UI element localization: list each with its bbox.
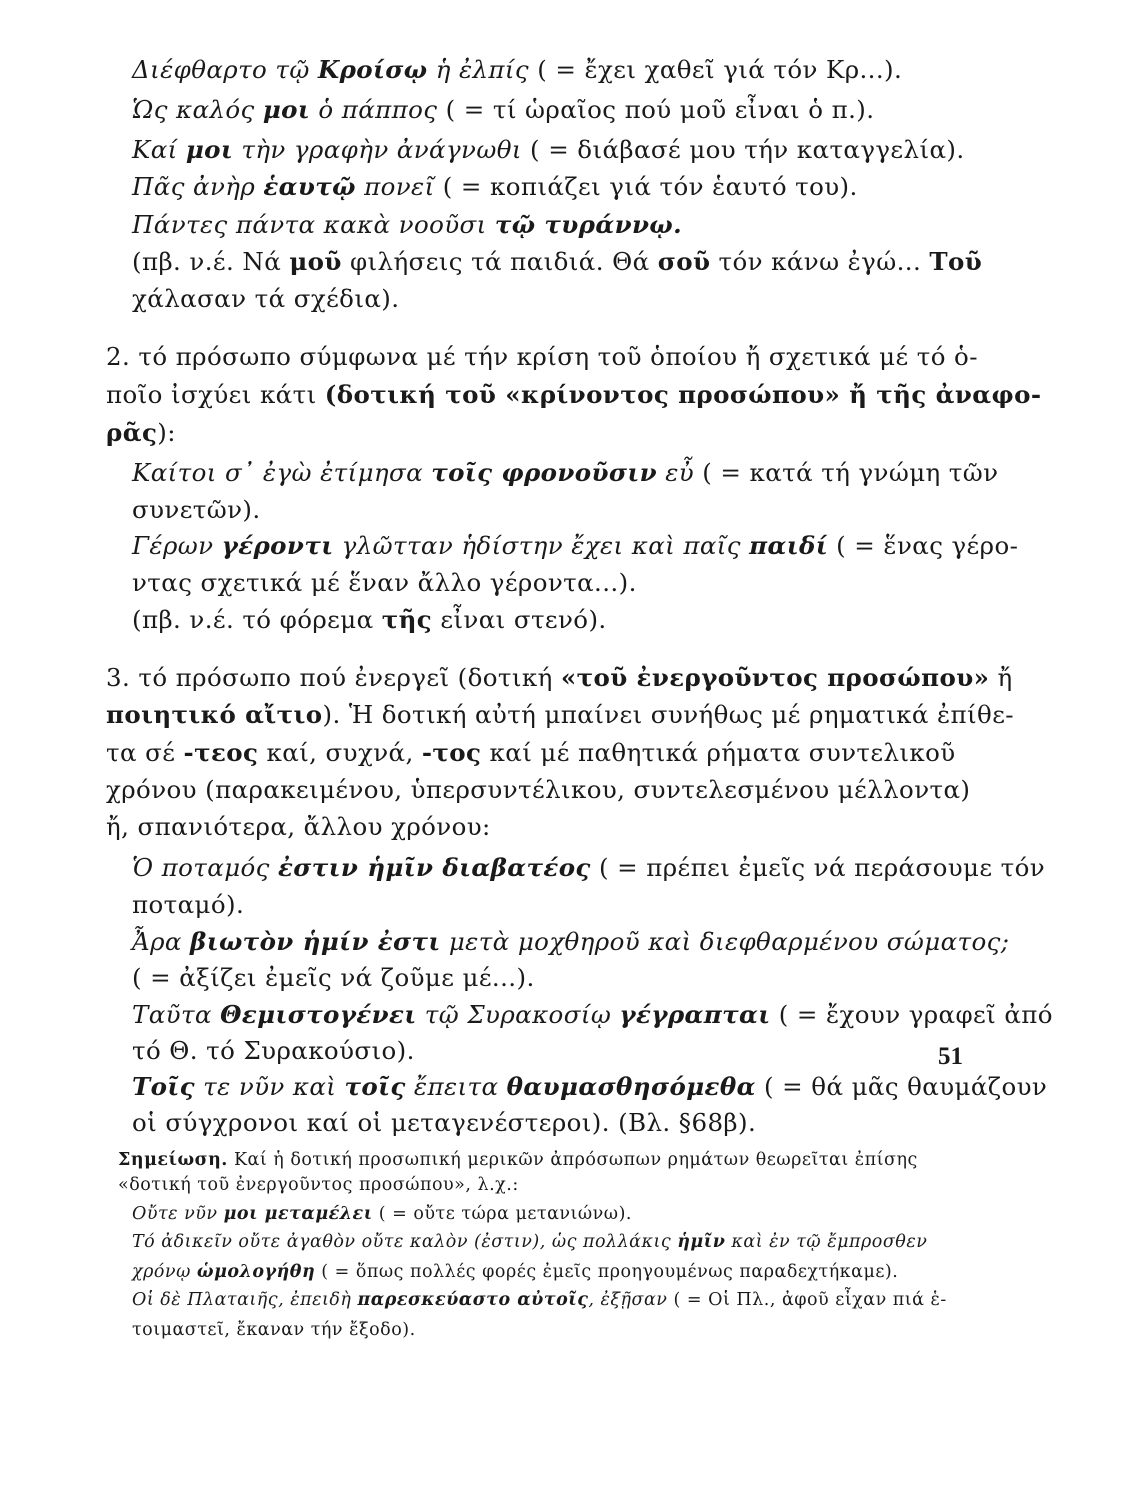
text-line: [106, 663, 1013, 692]
text-run: καί μέ παθητικά ρήματα συντελικοῦ: [481, 738, 956, 767]
text-run: (πβ. ν.έ. τό φόρεμα: [132, 605, 382, 634]
text-run: καὶ ἐν τῷ ἔμπροσθεν: [725, 1232, 928, 1252]
text-run: τό Θ. τό Συρακούσιο).: [132, 1036, 415, 1065]
text-run: τοῖς φρονοῦσιν: [431, 458, 658, 487]
text-run: ( = ὅπως πολλές φορές ἐμεῖς προηγουμένως παραδεχτήκαμε).: [315, 1262, 899, 1282]
text-line: [106, 342, 978, 371]
text-run: τῷ τυράννῳ.: [494, 210, 683, 239]
text-run: Τό ἀδικεῖν οὔτε ἀγαθὸν οὔτε καλὸν (ἐστιν), ὡς πολλάκις: [132, 1232, 678, 1252]
text-run: ἑαυτῷ: [263, 172, 356, 201]
text-run: Θεμιστογένει: [220, 1000, 417, 1029]
text-run: ὁ πάππος: [310, 95, 438, 124]
text-run: Σημείωση.: [118, 1150, 228, 1170]
text-line: [132, 1000, 1053, 1029]
text-line: [132, 247, 982, 276]
text-run: «δοτική τοῦ ἐνεργοῦντος προσώπου», λ.χ.:: [118, 1175, 519, 1195]
text-line: [132, 495, 261, 524]
text-run: οἱ σύγχρονοι καί οἱ μεταγενέστεροι). (Βλ. §68β).: [132, 1108, 757, 1137]
text-run: καί, συχνά,: [258, 738, 422, 767]
text-run: ( = ἔχει χαθεῖ γιά τόν Κρ...).: [529, 55, 903, 84]
text-line: [132, 853, 1045, 882]
text-run: τῆς: [381, 605, 433, 634]
text-run: , ἐξῇσαν: [588, 1290, 668, 1310]
text-run: Τοῖς: [132, 1072, 195, 1101]
text-run: ( = οὔτε τώρα μετανιώνω).: [372, 1204, 632, 1224]
page-number: 51: [938, 1043, 963, 1070]
text-run: θαυμασθησόμεθα: [506, 1072, 756, 1101]
text-line: [132, 1320, 416, 1340]
text-run: ποταμό).: [132, 890, 245, 919]
text-run: μετὰ μοχθηροῦ καὶ διεφθαρμένου σώματος;: [440, 927, 1010, 956]
text-run: ποῖο ἰσχύει κάτι: [106, 380, 325, 409]
text-run: τόν κάνω ἐγώ...: [710, 247, 930, 276]
text-run: -τος: [421, 738, 482, 767]
text-run: φιλήσεις τά παιδιά. Θά: [341, 247, 658, 276]
text-run: εἶναι στενό).: [432, 605, 607, 634]
text-run: μοῦ: [289, 247, 342, 276]
text-line: [132, 458, 998, 487]
text-run: Καί: [132, 135, 186, 164]
text-run: ἤ, σπανιότερα, ἄλλου χρόνου:: [106, 812, 491, 841]
text-run: σοῦ: [657, 247, 711, 276]
text-run: πονεῖ: [355, 172, 435, 201]
text-run: γέγραπται: [619, 1000, 771, 1029]
text-run: βιωτὸν ἡμίν ἐστι: [190, 927, 441, 956]
text-run: ( = τί ὡραῖος πού μοῦ εἶναι ὁ π.).: [437, 95, 875, 124]
text-line: [132, 1262, 898, 1282]
text-line: [132, 1232, 927, 1252]
text-run: εὖ: [657, 458, 695, 487]
text-run: Ἆρα: [132, 927, 191, 956]
text-run: Οἱ δὲ: [132, 1290, 188, 1310]
text-run: Πλαταιῆς: [187, 1290, 279, 1310]
text-run: Ταῦτα: [132, 1000, 221, 1029]
text-line: [132, 1072, 1047, 1101]
text-run: μοι: [185, 135, 234, 164]
text-line: [106, 700, 1014, 729]
text-run: παιδί: [749, 531, 828, 560]
text-run: τα σέ: [106, 738, 184, 767]
text-run: συνετῶν).: [132, 495, 261, 524]
text-run: Ὁ ποταμός: [132, 853, 278, 882]
text-line: [132, 55, 902, 84]
text-run: γέροντι: [221, 531, 334, 560]
text-line: [106, 812, 491, 841]
text-line: [132, 1036, 415, 1065]
text-run: (δοτική τοῦ «κρίνοντος προσώπου» ἤ τῆς ἀναφο-: [324, 380, 1042, 409]
text-line: [132, 927, 1009, 956]
text-run: παρεσκεύαστο αὐτοῖς: [357, 1290, 589, 1310]
text-run: χρόνῳ: [132, 1262, 197, 1282]
text-run: ἡμῖν: [677, 1232, 726, 1252]
text-run: ὡμολογήθη: [196, 1262, 316, 1282]
text-line: [132, 568, 637, 597]
text-run: Διέφθαρτο τῷ: [132, 55, 318, 84]
text-line: [106, 775, 970, 804]
text-run: Τοῦ: [929, 247, 983, 276]
text-line: [132, 95, 874, 124]
text-line: [132, 531, 1018, 560]
text-run: Καί ἡ δοτική προσωπική μερικῶν ἀπρόσωπων ρημάτων θεωρεῖται ἐπίσης: [227, 1150, 918, 1170]
text-run: Κροίσῳ: [317, 55, 428, 84]
text-run: ( = κατά τή γνώμη τῶν: [694, 458, 999, 487]
text-run: χάλασαν τά σχέδια).: [132, 284, 400, 313]
text-run: «τοῦ ἐνεργοῦντος προσώπου»: [560, 663, 990, 692]
text-run: τε νῦν καὶ: [194, 1072, 345, 1101]
text-run: Καίτοι σ᾽ ἐγὼ ἐτίμησα: [132, 458, 432, 487]
text-line: [106, 738, 956, 767]
text-run: Πᾶς ἀνὴρ: [132, 172, 264, 201]
text-run: γλῶτταν ἡδίστην ἔχει καὶ παῖς: [333, 531, 750, 560]
text-run: τοιμαστεῖ, ἔκαναν τήν ἔξοδο).: [132, 1320, 416, 1340]
text-run: ( = πρέπει ἐμεῖς νά περάσουμε τόν: [590, 853, 1046, 882]
text-run: ( = θά μᾶς θαυμάζουν: [755, 1072, 1048, 1101]
text-line: [106, 418, 176, 447]
text-run: Πάντες πάντα κακὰ νοοῦσι: [132, 210, 495, 239]
text-line: [118, 1175, 519, 1195]
text-run: ντας σχετικά μέ ἕναν ἄλλο γέροντα...).: [132, 568, 637, 597]
text-run: 2. τό πρόσωπο σύμφωνα μέ τήν κρίση τοῦ ὁποίου ἤ σχετικά μέ τό ὁ-: [106, 342, 978, 371]
text-run: ρᾶς: [106, 418, 158, 447]
text-run: χρόνου (παρακειμένου, ὑπερσυντέλικου, συντελεσμένου μέλλοντα): [106, 775, 971, 804]
text-run: ( = ἀξίζει ἐμεῖς νά ζοῦμε μέ...).: [132, 963, 535, 992]
text-run: Γέρων: [132, 531, 222, 560]
text-run: ἡ ἐλπίς: [427, 55, 530, 84]
text-run: (πβ. ν.έ. Νά: [132, 247, 290, 276]
text-run: ποιητικό αἴτιο: [106, 700, 323, 729]
text-run: τοῖς: [344, 1072, 406, 1101]
text-run: 3. τό πρόσωπο πού ἐνεργεῖ (δοτική: [106, 663, 561, 692]
text-line: [132, 1108, 756, 1137]
text-run: -τεος: [183, 738, 259, 767]
text-run: μοι: [262, 95, 311, 124]
text-line: [132, 210, 682, 239]
text-run: ἔπειτα: [405, 1072, 507, 1101]
text-run: ( = ἕνας γέρο-: [827, 531, 1019, 560]
text-run: ἤ: [989, 663, 1013, 692]
text-line: [106, 380, 1041, 409]
text-run: ):: [157, 418, 176, 447]
text-run: ( = διάβασέ μου τήν καταγγελία).: [521, 135, 965, 164]
text-run: Ὡς καλός: [132, 95, 263, 124]
text-line: [132, 605, 607, 634]
text-run: ( = κοπιάζει γιά τόν ἑαυτό του).: [434, 172, 858, 201]
text-run: Οὔτε νῦν: [132, 1204, 224, 1224]
text-line: [118, 1150, 918, 1170]
text-run: ). Ἡ δοτική αὐτή μπαίνει συνήθως μέ ρηματικά ἐπίθε-: [322, 700, 1014, 729]
text-run: , ἐπειδὴ: [278, 1290, 358, 1310]
text-line: [132, 963, 535, 992]
text-line: [132, 1290, 947, 1310]
text-run: τὴν γραφὴν ἀνάγνωθι: [233, 135, 522, 164]
text-line: [132, 284, 399, 313]
text-line: [132, 172, 858, 201]
text-run: τῷ Συρακοσίῳ: [416, 1000, 620, 1029]
text-run: ( = ἔχουν γραφεῖ ἀπό: [770, 1000, 1053, 1029]
text-line: [132, 890, 244, 919]
text-run: ἐστιν ἡμῖν διαβατέος: [277, 853, 591, 882]
text-run: ( = Οἱ Πλ., ἀφοῦ εἶχαν πιά ἑ-: [667, 1290, 947, 1310]
text-line: [132, 1204, 632, 1224]
text-run: μοι μεταμέλει: [223, 1204, 373, 1224]
text-line: [132, 135, 965, 164]
